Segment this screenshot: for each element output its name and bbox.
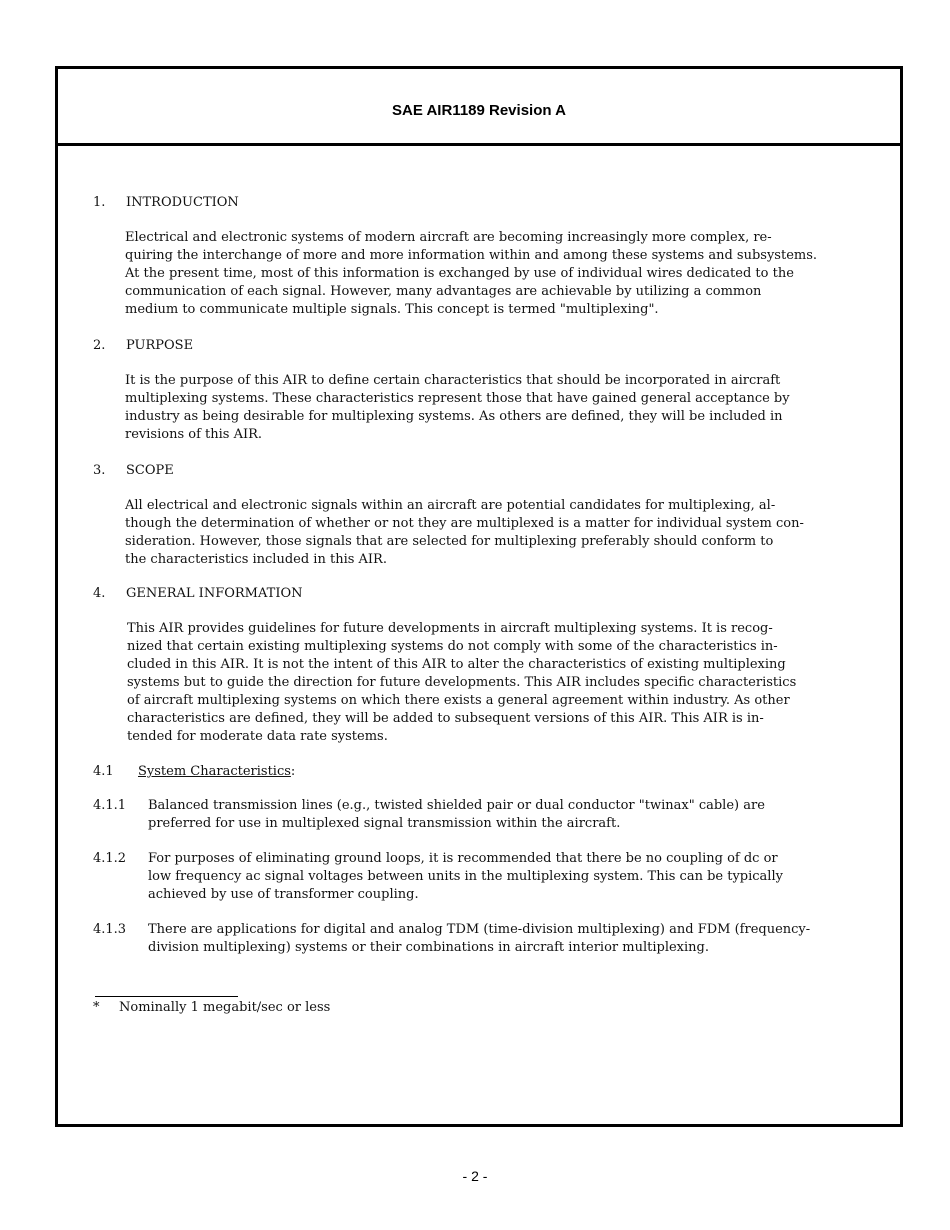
footnote xyxy=(93,999,330,1017)
paragraph-line: medium to communicate multiple signals. This concept is termed "multiplexing". xyxy=(125,302,659,317)
item-number: 4.1.2 xyxy=(93,851,127,866)
section-number: 4. xyxy=(93,586,106,601)
paragraph-line: nized that certain existing multiplexing systems do not comply with some of the characteristics in- xyxy=(127,639,778,654)
paragraph-line: tended for moderate data rate systems. xyxy=(127,729,388,744)
paragraph-line: It is the purpose of this AIR to define certain characteristics that should be incorporated in aircraft xyxy=(125,373,781,388)
item-line: low frequency ac signal voltages between units in the multiplexing system. This can be typically xyxy=(148,869,783,884)
item-4-1-1 xyxy=(93,797,765,833)
subsection-title: System Characteristics xyxy=(138,764,291,779)
paragraph-line: communication of each signal. However, many advantages are achievable by utilizing a common xyxy=(125,284,762,299)
paragraph-line: sideration. However, those signals that are selected for multiplexing preferably should conform to xyxy=(125,534,774,549)
document-title: SAE AIR1189 Revision A xyxy=(392,101,566,119)
section-title: PURPOSE xyxy=(126,338,194,353)
item-4-1-3 xyxy=(93,921,810,957)
section-paragraph-introduction xyxy=(125,229,865,319)
section-heading-purpose xyxy=(93,337,193,355)
item-4-1-2 xyxy=(93,850,783,904)
section-paragraph-general-information xyxy=(127,620,867,746)
item-number: 4.1.3 xyxy=(93,922,127,937)
paragraph-line: multiplexing systems. These characteristics represent those that have gained general acceptance by xyxy=(125,391,790,406)
item-line: Balanced transmission lines (e.g., twisted shielded pair or dual conductor "twinax" cable) are xyxy=(148,798,765,813)
section-heading-introduction xyxy=(93,194,239,212)
section-heading-general-information xyxy=(93,585,302,603)
section-title: INTRODUCTION xyxy=(126,195,239,210)
paragraph-line: cluded in this AIR. It is not the intent of this AIR to alter the characteristics of existing multiplexing xyxy=(127,657,786,672)
page-number: - 2 - xyxy=(462,1168,488,1184)
section-heading-scope xyxy=(93,462,174,480)
paragraph-line: All electrical and electronic signals within an aircraft are potential candidates for multiplexing, al- xyxy=(125,498,776,513)
footnote-marker: * xyxy=(93,1000,100,1015)
paragraph-line: This AIR provides guidelines for future developments in aircraft multiplexing systems. It is recog- xyxy=(127,621,773,636)
paragraph-line: Electrical and electronic systems of modern aircraft are becoming increasingly more complex, re- xyxy=(125,230,772,245)
item-line: achieved by use of transformer coupling. xyxy=(148,887,419,902)
subsection-suffix: : xyxy=(290,764,296,779)
footnote-text: Nominally 1 megabit/sec or less xyxy=(119,1000,331,1015)
section-title: GENERAL INFORMATION xyxy=(126,586,303,601)
section-paragraph-purpose xyxy=(125,372,865,444)
section-number: 3. xyxy=(93,463,106,478)
section-number: 1. xyxy=(93,195,106,210)
section-title: SCOPE xyxy=(126,463,174,478)
item-line: division multiplexing) systems or their combinations in aircraft interior multiplexing. xyxy=(148,940,709,955)
page-frame xyxy=(55,66,903,1127)
page-header xyxy=(58,69,900,146)
section-number: 2. xyxy=(93,338,106,353)
section-paragraph-scope xyxy=(125,497,865,569)
item-line: preferred for use in multiplexed signal transmission within the aircraft. xyxy=(148,816,621,831)
item-number: 4.1.1 xyxy=(93,798,127,813)
paragraph-line: of aircraft multiplexing systems on which there exists a general agreement within industry. As other xyxy=(127,693,790,708)
subsection-heading-system-characteristics xyxy=(93,763,295,781)
paragraph-line: revisions of this AIR. xyxy=(125,427,263,442)
item-line: There are applications for digital and analog TDM (time-division multiplexing) and FDM (frequency- xyxy=(148,922,811,937)
footnote-rule xyxy=(95,996,238,997)
paragraph-line: though the determination of whether or not they are multiplexed is a matter for individual system con- xyxy=(125,516,804,531)
paragraph-line: characteristics are defined, they will be added to subsequent versions of this AIR. This AIR is in- xyxy=(127,711,764,726)
paragraph-line: systems but to guide the direction for future developments. This AIR includes specific characteristics xyxy=(127,675,797,690)
paragraph-line: industry as being desirable for multiplexing systems. As others are defined, they will be included in xyxy=(125,409,783,424)
subsection-number: 4.1 xyxy=(93,764,114,779)
paragraph-line: quiring the interchange of more and more information within and among these systems and subsystems. xyxy=(125,248,818,263)
item-line: For purposes of eliminating ground loops, it is recommended that there be no coupling of dc or xyxy=(148,851,778,866)
paragraph-line: At the present time, most of this information is exchanged by use of individual wires dedicated to the xyxy=(125,266,794,281)
paragraph-line: the characteristics included in this AIR. xyxy=(125,552,387,567)
